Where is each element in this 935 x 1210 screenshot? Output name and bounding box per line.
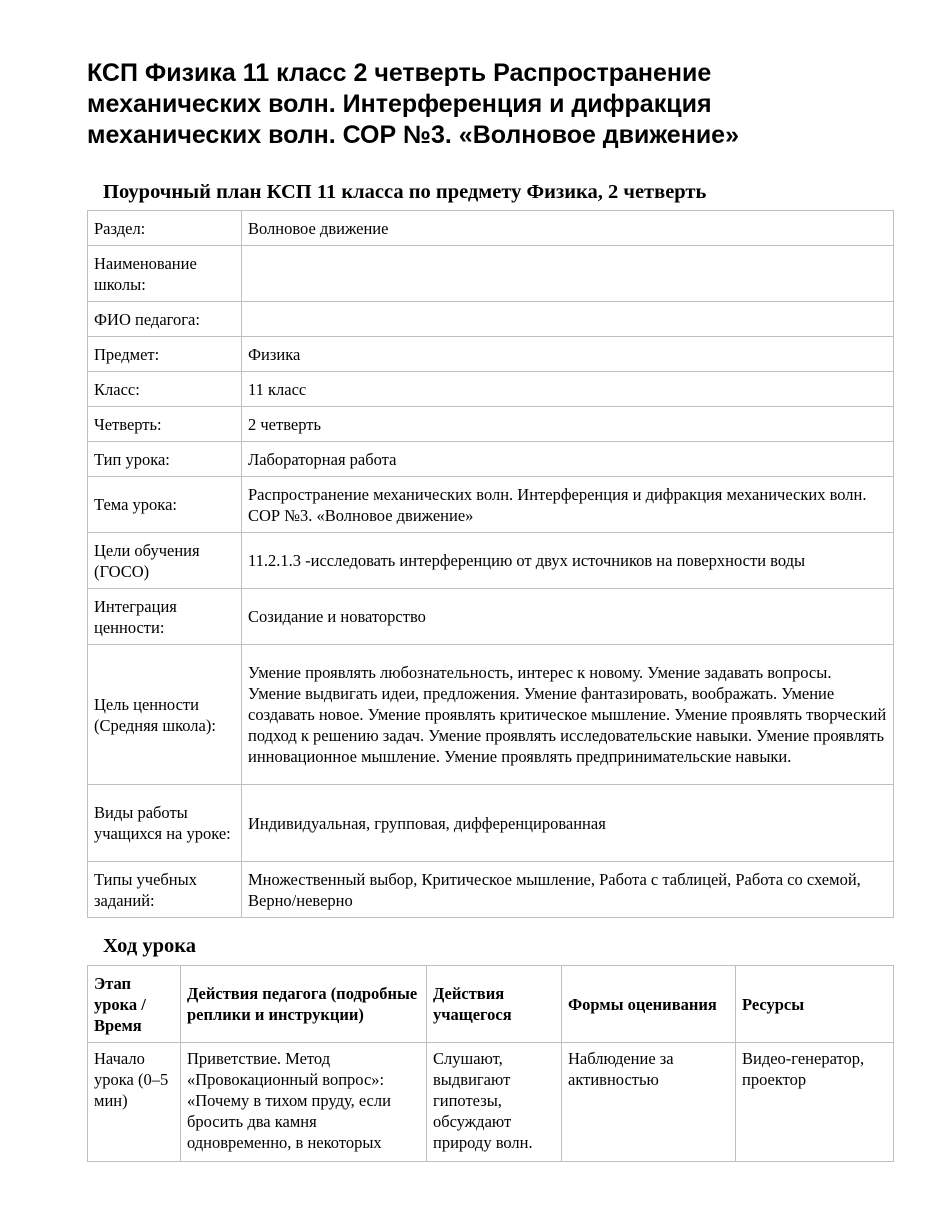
info-value: Волновое движение [242,211,894,246]
info-row [88,372,894,407]
info-label: Наименование школы: [88,246,242,302]
info-value: Множественный выбор, Критическое мышление, Работа с таблицей, Работа со схемой, Верно/неверно [242,862,894,918]
info-value: 11.2.1.3 -исследовать интерференцию от двух источников на поверхности воды [242,533,894,589]
info-value [242,302,894,337]
table-cell: Приветствие. Метод «Провокационный вопрос»: «Почему в тихом пруду, если бросить два камня одновременно, в некоторых [181,1043,427,1162]
info-label: Цель ценности (Средняя школа): [88,645,242,785]
info-value: 11 класс [242,372,894,407]
table-cell: Видео-генератор, проектор [736,1043,894,1162]
info-label: Типы учебных заданий: [88,862,242,918]
column-header: Действия педагога (подробные реплики и инструкции) [181,966,427,1043]
table-row [88,1043,894,1162]
table-cell: Начало урока (0–5 мин) [88,1043,181,1162]
info-value [242,246,894,302]
info-row [88,645,894,785]
table-cell: Наблюдение за активностью [562,1043,736,1162]
info-label: Цели обучения (ГОСО) [88,533,242,589]
info-row [88,246,894,302]
info-value: Физика [242,337,894,372]
info-label: Раздел: [88,211,242,246]
column-header: Ресурсы [736,966,894,1043]
info-value: Лабораторная работа [242,442,894,477]
info-label: Класс: [88,372,242,407]
table-cell: Слушают, выдвигают гипотезы, обсуждают природу волн. [427,1043,562,1162]
info-value: Созидание и новаторство [242,589,894,645]
column-header: Действия учащегося [427,966,562,1043]
info-label: Интеграция ценности: [88,589,242,645]
info-label: Тема урока: [88,477,242,533]
info-label: Предмет: [88,337,242,372]
lesson-header-row [88,966,894,1043]
info-row [88,407,894,442]
lesson-flow-heading: Ход урока [103,935,196,957]
document-title: КСП Физика 11 класс 2 четверть Распространение механических волн. Интерференция и дифракция механических волн. СОР №3. «Волновое движение» [87,59,739,149]
info-row [88,533,894,589]
info-label: Четверть: [88,407,242,442]
info-label: ФИО педагога: [88,302,242,337]
info-row [88,442,894,477]
info-value: Распространение механических волн. Интерференция и дифракция механических волн. СОР №3. «Волновое движение» [242,477,894,533]
info-row [88,211,894,246]
plan-heading: Поурочный план КСП 11 класса по предмету Физика, 2 четверть [103,181,707,203]
column-header: Формы оценивания [562,966,736,1043]
info-label: Тип урока: [88,442,242,477]
info-value: Умение проявлять любознательность, интерес к новому. Умение задавать вопросы. Умение выдвигать идеи, предложения. Умение фантазировать, воображать. Умение создавать новое. Умение проявлять критическое мышление. Умение проявлять творческий подход к решению задач. Умение проявлять исследовательские навыки. Умение проявлять инновационное мышление. Умение проявлять предпринимательские навыки. [242,645,894,785]
info-value: Индивидуальная, групповая, дифференцированная [242,785,894,862]
info-row [88,785,894,862]
info-label: Виды работы учащихся на уроке: [88,785,242,862]
column-header: Этап урока / Время [88,966,181,1043]
info-value: 2 четверть [242,407,894,442]
info-row [88,589,894,645]
info-row [88,337,894,372]
info-row [88,302,894,337]
info-row [88,477,894,533]
info-row [88,862,894,918]
lesson-info-table [87,210,894,918]
lesson-flow-table [87,965,894,1162]
